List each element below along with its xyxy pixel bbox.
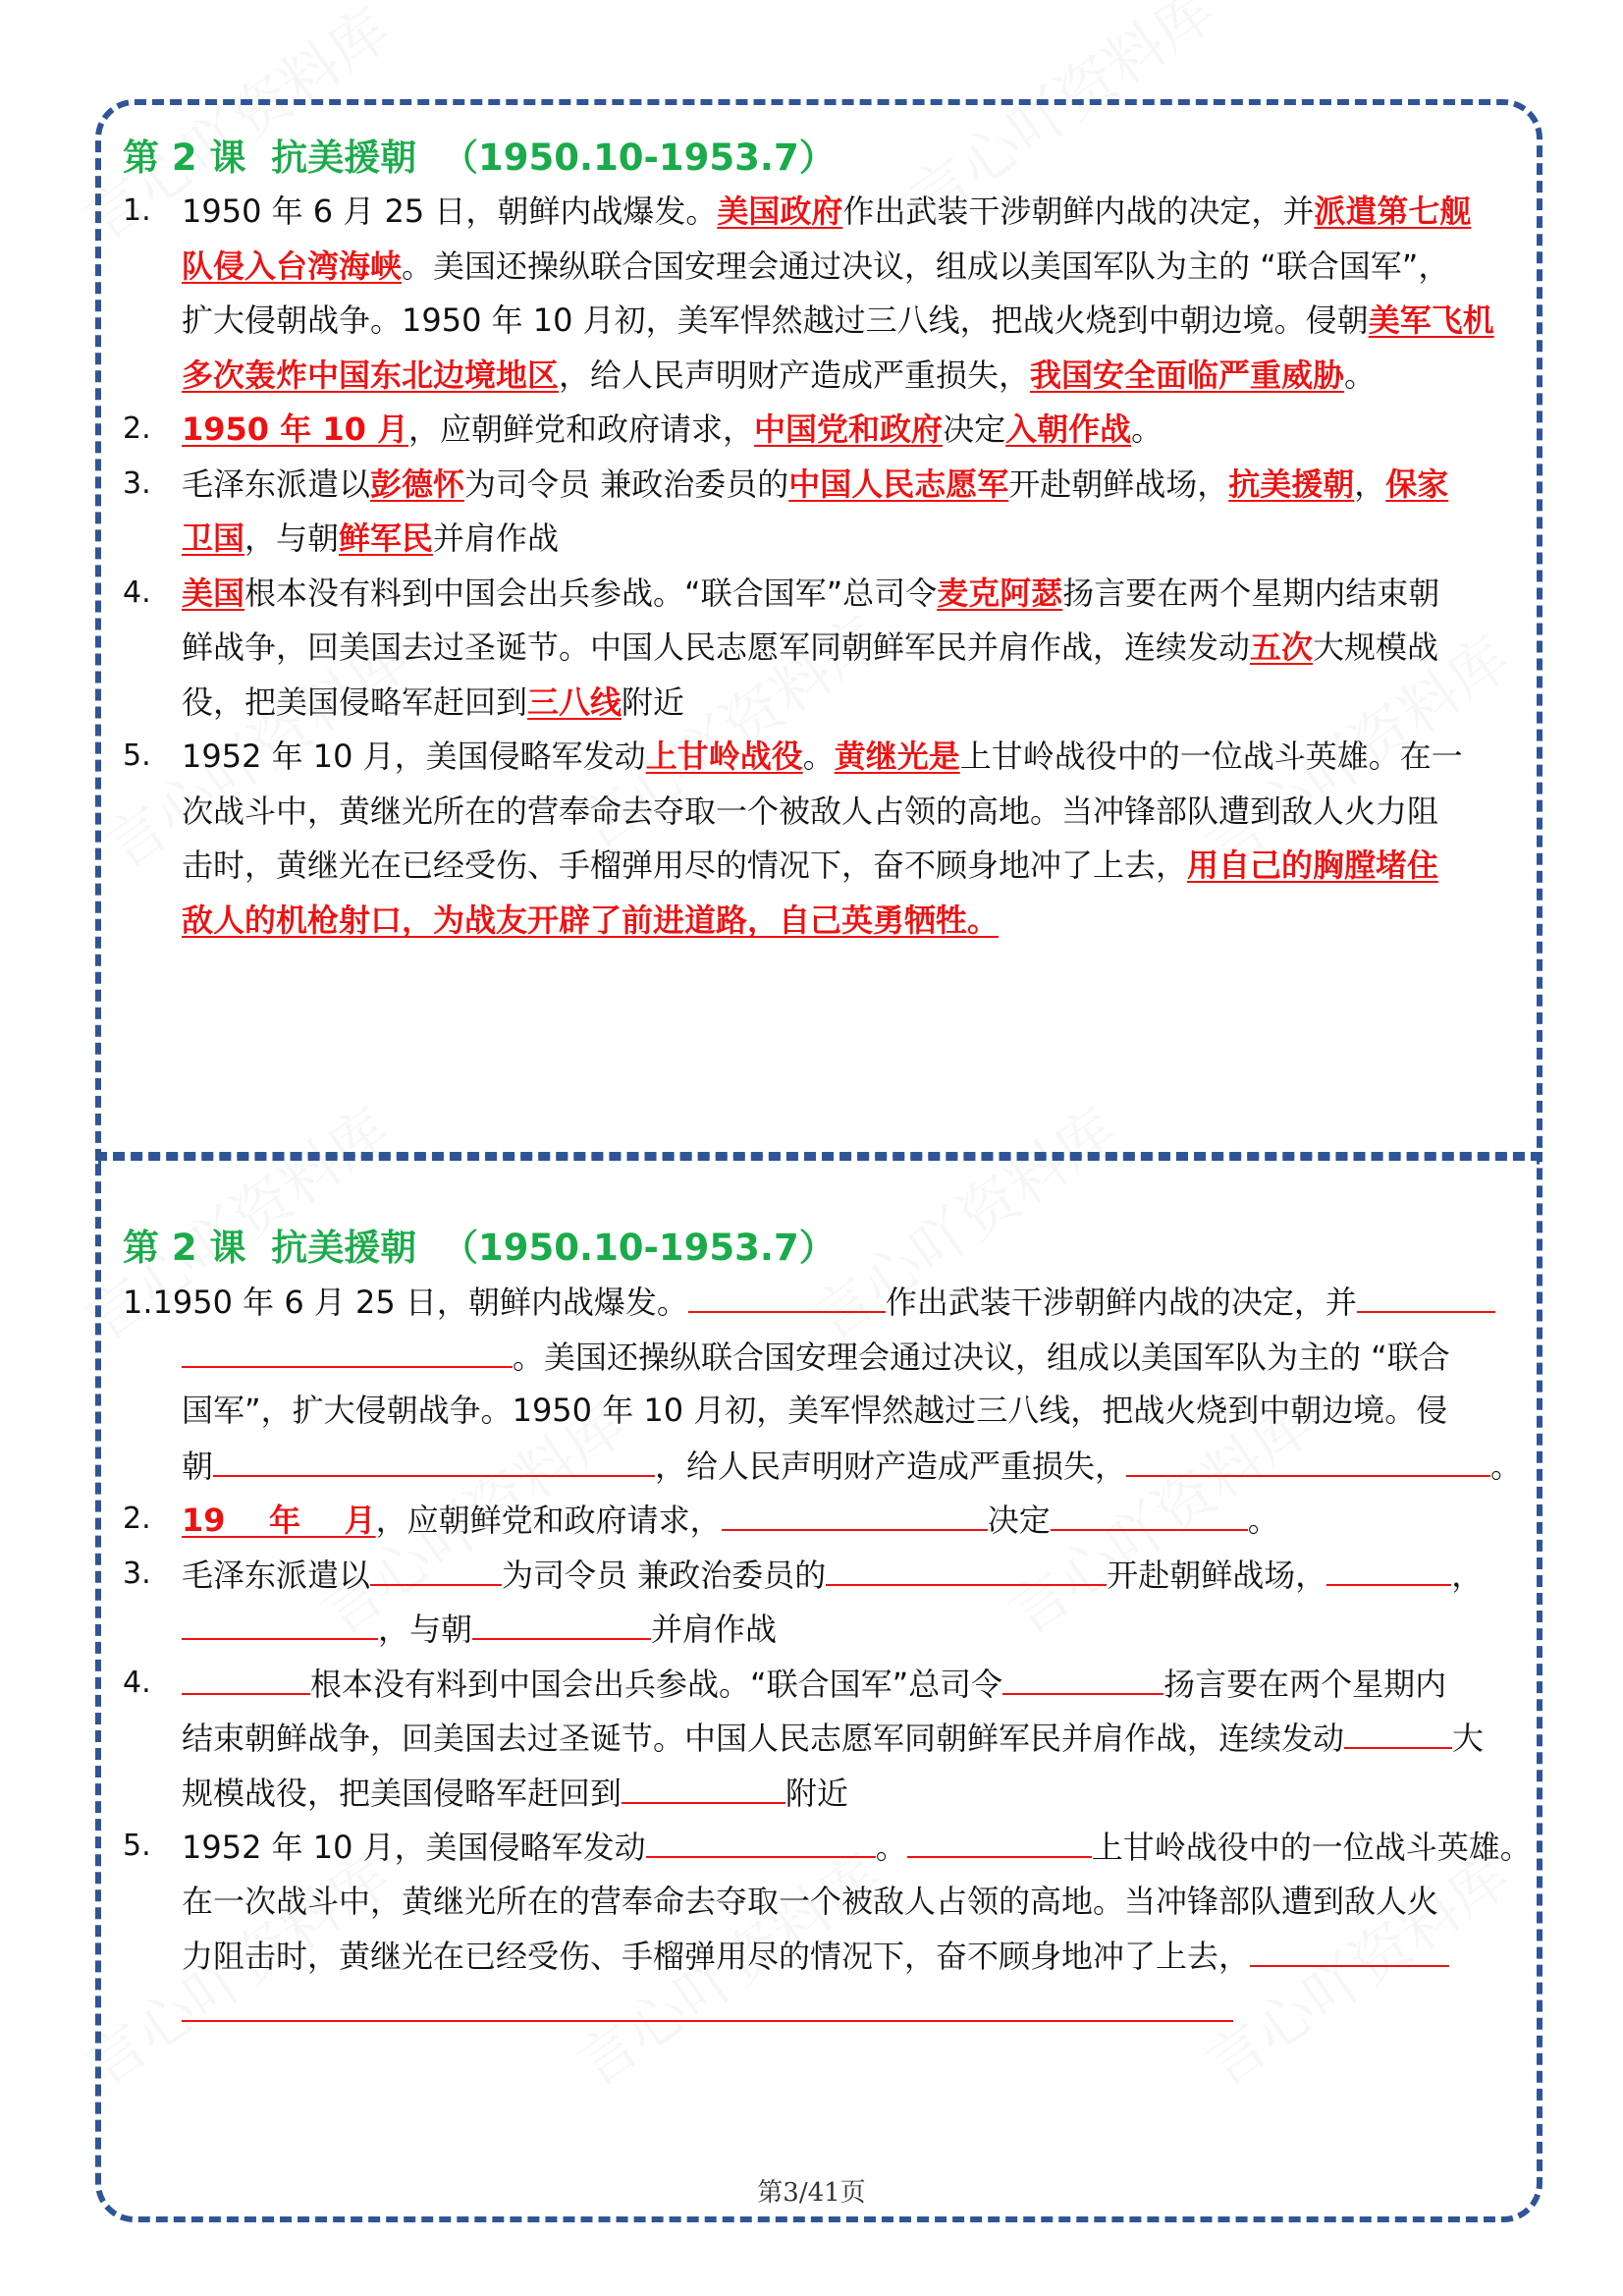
answer-blank[interactable]: [1250, 1936, 1449, 1967]
text-segment: 上甘岭战役中的一位战斗英雄。: [1091, 1829, 1532, 1866]
text-segment: 作出武装干涉朝鲜内战的决定，并: [885, 1284, 1357, 1321]
item-number: 4.: [123, 574, 151, 610]
text-segment: 附近: [622, 683, 685, 721]
key-point: 中国人民志愿军: [788, 465, 1009, 503]
text-line: [182, 901, 999, 940]
text-segment: ，给人民声明财产造成严重损失，: [655, 1447, 1127, 1485]
text-segment: ，应朝鲜党和政府请求，: [375, 1502, 722, 1539]
text-line: [182, 410, 1163, 449]
item-number: 1.: [123, 193, 151, 228]
answer-blank[interactable]: [1344, 1718, 1452, 1749]
answer-blank[interactable]: [370, 1555, 502, 1586]
text-line: [182, 519, 559, 558]
text-segment: 国军”，扩大侵朝战争。1950 年 10 月初，美军悍然越过三八线，把战火烧到中朝边境。侵: [182, 1392, 1448, 1429]
text-segment: 。: [875, 1829, 907, 1866]
answer-blank[interactable]: [1051, 1500, 1248, 1531]
answer-blank[interactable]: [1326, 1555, 1451, 1586]
key-point: 队侵入台湾海峡: [182, 246, 403, 285]
text-line: [182, 574, 1439, 613]
text-segment: 附近: [785, 1774, 849, 1812]
text-line: [182, 792, 1438, 831]
text-segment: 为司令员 兼政治委员的: [464, 465, 789, 503]
text-segment: 上甘岭战役中的一位战斗英雄。在一: [959, 738, 1463, 775]
key-point: 我国安全面临严重威胁: [1030, 355, 1345, 394]
text-line: [182, 1936, 1449, 1976]
key-point: 麦克阿瑟: [937, 574, 1063, 612]
text-segment: 。: [1247, 1502, 1279, 1539]
text-segment: ，与朝: [244, 519, 340, 557]
text-line: [182, 1827, 1532, 1867]
key-point: 中国党和政府: [754, 410, 944, 448]
answer-blank[interactable]: [182, 1664, 310, 1695]
text-line: [182, 355, 1376, 395]
text-segment: 1.1950 年 6 月 25 日，朝鲜内战爆发。: [123, 1284, 688, 1321]
item-number: 3.: [123, 1556, 151, 1591]
answer-blank[interactable]: [1126, 1446, 1490, 1477]
answer-blank[interactable]: [472, 1609, 651, 1640]
text-line: [123, 1282, 1495, 1322]
text-segment: 。美国还操纵联合国安理会通过决议，组成以美国军队为主的 “联合: [513, 1338, 1450, 1376]
text-line: [182, 301, 1494, 340]
answer-blank[interactable]: [1002, 1664, 1163, 1695]
text-segment: ，应朝鲜党和政府请求，: [408, 410, 755, 448]
text-line: [182, 246, 1449, 286]
card-divider: [95, 1152, 1542, 1158]
text-line: [182, 737, 1463, 776]
answer-blank[interactable]: [622, 1773, 785, 1804]
text-segment: 在一次战斗中，黄继光所在的营奉命去夺取一个被敌人占领的高地。当冲锋部队遭到敌人火: [182, 1882, 1439, 1920]
text-segment: ，给人民声明财产造成严重损失，: [559, 355, 1031, 394]
answer-blank[interactable]: [826, 1555, 1107, 1586]
text-segment: 击时，黄继光在已经受伤、手榴弹用尽的情况下，奋不顾身地冲了上去，: [182, 847, 1188, 884]
answer-blank[interactable]: [1357, 1282, 1495, 1313]
text-line: [182, 628, 1438, 667]
text-line: [182, 683, 684, 722]
text-line: [182, 1555, 1483, 1595]
text-segment: 1952 年 10 月，美国侵略军发动: [182, 1829, 646, 1866]
text-line: [182, 1446, 1522, 1486]
top-lesson-title: 第 2 课 抗美援朝 （1950.10-1953.7）: [123, 137, 836, 179]
text-segment: 大规模战: [1313, 629, 1439, 666]
text-line: [182, 1991, 1233, 2031]
key-point: 卫国: [182, 519, 245, 557]
text-segment: 。: [1344, 355, 1377, 394]
page-number: 第3/41页: [757, 2178, 866, 2208]
text-line: [182, 191, 1471, 231]
key-point: 美军飞机: [1368, 301, 1494, 339]
key-point: 上甘岭战役: [645, 738, 803, 775]
text-segment: 开赴朝鲜战场，: [1008, 465, 1229, 503]
key-point: 派遣第七舰: [1314, 192, 1472, 230]
item-number: 2.: [123, 1502, 151, 1536]
text-segment: 为司令员 兼政治委员的: [502, 1556, 827, 1594]
text-segment: 规模战役，把美国侵略军赶回到: [182, 1774, 622, 1812]
text-segment: 根本没有料到中国会出兵参战。“联合国军”总司令: [244, 574, 938, 612]
answer-blank[interactable]: [722, 1500, 988, 1531]
answer-blank[interactable]: [688, 1282, 886, 1313]
text-segment: 。: [802, 738, 835, 775]
key-point: 彭德怀: [370, 465, 465, 503]
text-segment: 役，把美国侵略军赶回到: [182, 683, 528, 721]
item-number: 5.: [123, 1829, 151, 1863]
key-point: 多次轰炸中国东北边境地区: [182, 355, 560, 394]
text-segment: 1952 年 10 月，美国侵略军发动: [182, 738, 646, 775]
answer-blank[interactable]: [907, 1827, 1092, 1858]
text-segment: 并肩作战: [651, 1611, 778, 1648]
text-segment: 扬言要在两个星期内: [1163, 1665, 1447, 1703]
text-segment: 次战斗中，黄继光所在的营奉命去夺取一个被敌人占领的高地。当冲锋部队遭到敌人火力阻: [182, 792, 1439, 830]
text-line: [182, 1882, 1438, 1921]
text-line: [182, 1773, 848, 1813]
text-segment: ，: [1354, 465, 1386, 503]
text-segment: 结束朝鲜战争，回美国去过圣诞节。中国人民志愿军同朝鲜军民并肩作战，连续发动: [182, 1720, 1345, 1757]
key-point: 鲜军民: [339, 519, 434, 557]
text-line: [182, 1718, 1484, 1758]
answer-blank[interactable]: [182, 1991, 1233, 2022]
key-point: 五次: [1250, 629, 1314, 666]
text-segment: 根本没有料到中国会出兵参战。“联合国军”总司令: [310, 1665, 1003, 1703]
item-number: 4.: [123, 1665, 151, 1700]
text-segment: 毛泽东派遣以: [182, 465, 371, 503]
text-segment: 毛泽东派遣以: [182, 1556, 371, 1594]
key-point: 敌人的机枪射口，为战友开辟了前进道路，自己英勇牺牲。: [182, 901, 1000, 939]
text-segment: 决定: [987, 1502, 1051, 1539]
text-segment: 开赴朝鲜战场，: [1107, 1556, 1327, 1594]
text-segment: 1950 年 6 月 25 日，朝鲜内战爆发。: [182, 192, 718, 230]
text-segment: 扩大侵朝战争。1950 年 10 月初，美军悍然越过三八线，把战火烧到中朝边境。侵朝: [182, 301, 1369, 339]
key-point: 保家: [1385, 465, 1449, 503]
text-segment: 。: [1490, 1447, 1523, 1485]
key-point: 美国: [182, 574, 245, 612]
answer-blank[interactable]: [646, 1827, 876, 1858]
answer-blank[interactable]: [213, 1446, 655, 1477]
text-line: [182, 1500, 1279, 1540]
answer-blank[interactable]: [182, 1609, 378, 1640]
text-line: [182, 1391, 1447, 1430]
text-line: [182, 1337, 1450, 1377]
text-segment: ，与朝: [378, 1611, 473, 1648]
text-segment: 作出武装干涉朝鲜内战的决定，并: [842, 192, 1315, 230]
answer-blank[interactable]: [182, 1337, 513, 1368]
item-number: 3.: [123, 465, 151, 501]
key-point: 19 年 月: [182, 1502, 376, 1539]
text-segment: 大: [1452, 1720, 1485, 1757]
key-point: 入朝作战: [1005, 410, 1132, 448]
key-point: 1950 年 10 月: [182, 410, 409, 448]
text-segment: 并肩作战: [433, 519, 560, 557]
text-line: [182, 1609, 777, 1649]
text-segment: 扬言要在两个星期内结束朝: [1062, 574, 1440, 612]
text-segment: 决定: [943, 410, 1006, 448]
text-segment: 朝: [182, 1447, 214, 1485]
text-segment: 。美国还操纵联合国安理会通过决议，组成以美国军队为主的 “联合国军”，: [402, 246, 1450, 285]
item-number: 2.: [123, 411, 151, 446]
item-number: 5.: [123, 738, 151, 773]
text-segment: 鲜战争，回美国去过圣诞节。中国人民志愿军同朝鲜军民并肩作战，连续发动: [182, 629, 1251, 666]
text-segment: ，: [1451, 1556, 1484, 1594]
text-line: [182, 846, 1438, 885]
key-point: 抗美援朝: [1228, 465, 1355, 503]
key-point: 黄继光是: [834, 738, 960, 775]
key-point: 三八线: [527, 683, 622, 721]
key-point: 美国政府: [717, 192, 843, 230]
key-point: 用自己的胸膛堵住: [1187, 847, 1439, 884]
text-segment: 。: [1131, 410, 1163, 448]
text-line: [182, 1664, 1446, 1704]
text-line: [182, 465, 1448, 504]
text-segment: 力阻击时，黄继光在已经受伤、手榴弹用尽的情况下，奋不顾身地冲了上去，: [182, 1938, 1251, 1975]
bottom-lesson-title: 第 2 课 抗美援朝 （1950.10-1953.7）: [123, 1227, 836, 1269]
